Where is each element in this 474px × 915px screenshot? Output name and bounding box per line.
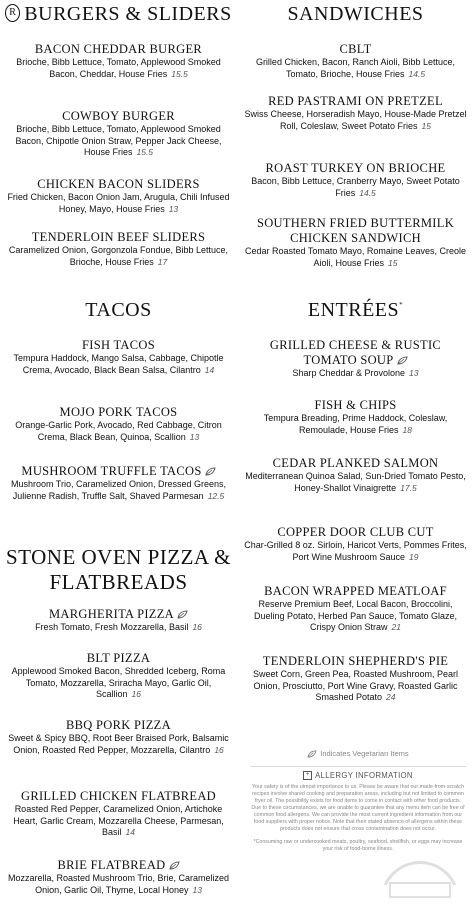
item-price: 24 [386, 692, 396, 703]
item-description: Fresh Tomato, Fresh Mozzarella, Basil 16 [35, 622, 202, 632]
item-price: 18 [402, 424, 412, 435]
menu-item [243, 338, 468, 380]
item-description: Grilled Chicken, Bacon, Ranch Aioli, Bibb Lettuce, Tomato, Brioche, House Fries 14.5 [255, 57, 456, 79]
item-description: Applewood Smoked Bacon, Shredded Iceberg, Roma Tomato, Mozzarella, Sriracha Mayo, Garlic Oil, Scallion 16 [11, 666, 226, 700]
item-name: FISH TACOS [82, 338, 155, 352]
item-price: 14 [204, 364, 215, 375]
menu-item [6, 464, 231, 502]
item-description: Char-Grilled 8 oz. Sirloin, Haricot Verts, Pommes Frites, Port Wine Mushroom Sauce 19 [244, 540, 467, 562]
item-price: 13 [409, 368, 419, 378]
item-price: 17 [157, 256, 168, 267]
item-description: Mediterranean Quinoa Salad, Sun-Dried Tomato Pesto, Honey-Shallot Vinaigrette 17.5 [245, 471, 466, 493]
item-description: Mushroom Trio, Caramelized Onion, Dressed Greens, Julienne Radish, Truffle Salt, Shaved Parmesan 12.5 [10, 479, 227, 501]
item-name: TENDERLOIN BEEF SLIDERS [31, 230, 206, 244]
item-description: Caramelized Onion, Gorgonzola Fondue, Bibb Lettuce, Brioche, House Fries 17 [8, 245, 229, 267]
item-name: GRILLED CHEESE & RUSTIC TOMATO SOUP [269, 338, 442, 367]
item-name: COWBOY BURGER [62, 109, 175, 123]
item-price: 21 [391, 622, 401, 633]
item-price: 14.5 [359, 187, 376, 198]
menu-item [6, 789, 231, 839]
item-name: BRIE FLATBREAD [6, 858, 231, 873]
menu-item [243, 525, 468, 563]
item-name: SOUTHERN FRIED BUTTERMILK CHICKEN SANDWICH [256, 216, 455, 245]
item-price: 13 [189, 431, 200, 442]
item-name: MARGHERITA PIZZA [6, 607, 231, 622]
item-description: Tempura Breading, Prime Haddock, Coleslaw, Remoulade, House Fries 18 [263, 413, 448, 435]
item-description: Brioche, Bibb Lettuce, Tomato, Applewood Smoked Bacon, Chipotle Onion Straw, Pepper Jack Cheese, House Fries 15.5 [15, 124, 222, 158]
menu-item [6, 607, 231, 634]
item-name: ROAST TURKEY ON BRIOCHE [265, 161, 446, 175]
item-price: 14.5 [408, 68, 426, 79]
vegetarian-leaf-icon [205, 467, 216, 476]
menu-item [243, 94, 468, 132]
allergy-icon: + [303, 771, 312, 780]
menu-item [243, 654, 468, 704]
item-description: Orange-Garlic Pork, Avocado, Red Cabbage, Citron Crema, Black Bean, Quinoa, Scallion 13 [15, 420, 222, 442]
item-price: 16 [214, 744, 224, 755]
item-price: 15.5 [136, 147, 154, 158]
item-description: Fried Chicken, Bacon Onion Jam, Arugula, Chili Infused Honey, Mayo, House Fries 13 [7, 192, 230, 214]
item-name: MOJO PORK TACOS [59, 405, 178, 419]
consumption-warning: *Consuming raw or undercooked meats, poultry, seafood, shellfish, or eggs may increase your risk of food-borne illness. [253, 838, 463, 852]
item-description: Sweet & Spicy BBQ, Root Beer Braised Pork, Balsamic Onion, Roasted Red Pepper, Mozzarella, Cilantro 16 [8, 733, 229, 755]
item-price: 16 [192, 622, 202, 632]
allergy-title: + ALLERGY INFORMATION [250, 771, 466, 780]
item-description: Roasted Red Pepper, Caramelized Onion, Artichoke Heart, Garlic Cream, Mozzarella Cheese, Parmesan, Basil 14 [13, 804, 224, 838]
burgers-section-title: R BURGERS & SLIDERS [0, 3, 237, 26]
menu-item [6, 651, 231, 701]
entrees-section-title: ENTRÉES* [307, 299, 404, 321]
item-name: BLT PIZZA [86, 651, 151, 665]
item-name: RED PASTRAMI ON PRETZEL [268, 94, 443, 108]
item-name: FISH & CHIPS [314, 398, 397, 412]
item-description: Sharp Cheddar & Provolone 13 [292, 368, 419, 378]
item-name: CEDAR PLANKED SALMON [272, 456, 439, 470]
watermark-graphic [380, 845, 460, 905]
menu-item [243, 42, 468, 80]
menu-item [6, 338, 231, 376]
item-price: 15 [388, 257, 398, 268]
item-name: BBQ PORK PIZZA [66, 718, 171, 732]
pizza-section-title: STONE OVEN PIZZA & FLATBREADS [5, 545, 232, 594]
item-description: Swiss Cheese, Horseradish Mayo, House-Made Pretzel Roll, Coleslaw, Sweet Potato Fries 15 [244, 109, 467, 131]
item-price: 19 [409, 551, 419, 562]
item-price: 15 [421, 120, 432, 131]
item-price: 13 [168, 203, 179, 214]
item-name: CBLT [339, 42, 372, 56]
menu-item [243, 456, 468, 494]
menu-item [243, 584, 468, 634]
item-description: Tempura Haddock, Mango Salsa, Cabbage, Chipotle Crema, Avocado, Black Bean Salsa, Cilantro 14 [13, 353, 224, 375]
item-price: 15.5 [171, 68, 188, 79]
item-description: Bacon, Bibb Lettuce, Cranberry Mayo, Sweet Potato Fries 14.5 [251, 176, 460, 198]
menu-item [6, 109, 231, 159]
item-name: CHICKEN BACON SLIDERS [37, 177, 200, 191]
item-price: 14 [125, 827, 135, 838]
item-price: 17.5 [400, 482, 417, 493]
tacos-section-title: TACOS [85, 299, 152, 321]
consumption-warning-mark: * [399, 301, 404, 309]
menu-item [6, 718, 231, 756]
item-price: 13 [192, 884, 202, 895]
item-name: GRILLED CHICKEN FLATBREAD [21, 789, 216, 803]
menu-item [6, 42, 231, 80]
item-name: BACON CHEDDAR BURGER [34, 42, 203, 56]
item-name: BACON WRAPPED MEATLOAF [264, 584, 447, 598]
menu-item [243, 398, 468, 436]
item-price: 12.5 [207, 490, 225, 501]
item-description: Sweet Corn, Green Pea, Roasted Mushroom, Pearl Onion, Prosciutto, Port Wine Gravy, Roasted Garlic Smashed Potato 24 [252, 669, 459, 703]
item-name: MUSHROOM TRUFFLE TACOS [6, 464, 231, 479]
allergy-text: Your safety is of the utmost importance to us. Please be aware that our made-from-scratch recipes involve shared cooking and preparation areas, including but not limited to common fryer oil. The possibility exists for food items to come in contact with other food products. Due to these circumstances, we are unable to guarantee that any menu item can be free of common food allergens. We can provide the most current ingredient information from our food suppliers with proper notice. Note that their stated absence of allergens within these products does not ensure that cross contamination does not occur. [251, 784, 465, 832]
vegetarian-note: Indicates Vegetarian Items [250, 742, 466, 767]
vegetarian-leaf-icon [177, 610, 188, 619]
vegetarian-leaf-icon [397, 356, 408, 365]
item-description: Mozzarella, Roasted Mushroom Trio, Brie, Caramelized Onion, Garlic Oil, Thyme, Local Honey 13 [7, 873, 230, 895]
item-description: Cedar Roasted Tomato Mayo, Romaine Leaves, Creole Aioli, House Fries 15 [245, 246, 466, 268]
item-name: COPPER DOOR CLUB CUT [277, 525, 434, 539]
menu-item [243, 216, 468, 269]
menu-item [6, 230, 231, 268]
item-price: 16 [131, 689, 141, 700]
item-description: Brioche, Bibb Lettuce, Tomato, Applewood Smoked Bacon, Cheddar, House Fries 15.5 [16, 57, 221, 79]
vegetarian-leaf-icon [169, 861, 180, 870]
sandwiches-section-title: SANDWICHES [287, 3, 424, 25]
item-name: TENDERLOIN SHEPHERD'S PIE [262, 654, 449, 668]
menu-item [6, 405, 231, 443]
menu-item [243, 161, 468, 199]
menu-item [6, 177, 231, 215]
menu-item [6, 858, 231, 896]
vegetarian-leaf-icon [307, 750, 317, 758]
item-description: Reserve Premium Beef, Local Bacon, Broccolini, Dueling Potato, Herbed Pan Sauce, Tomato Glaze, Crispy Onion Straw 21 [254, 599, 457, 633]
restaurant-logo: R [5, 4, 20, 22]
menu-notes [250, 742, 466, 853]
